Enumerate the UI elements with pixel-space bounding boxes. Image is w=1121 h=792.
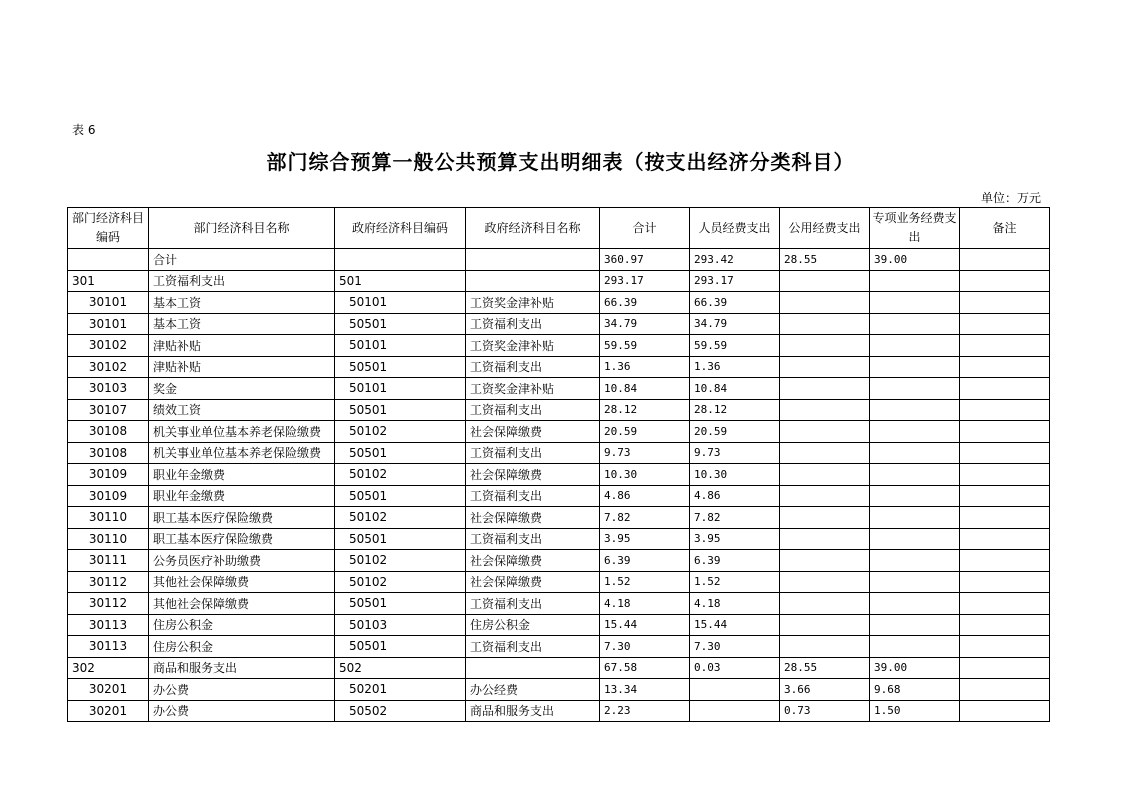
cell-remark	[960, 571, 1050, 593]
cell-dept-code: 30112	[68, 593, 149, 615]
cell-remark	[960, 700, 1050, 722]
cell-personnel: 4.18	[690, 593, 780, 615]
cell-public: 0.73	[780, 700, 870, 722]
cell-dept-name: 其他社会保障缴费	[149, 571, 335, 593]
cell-total: 1.52	[600, 571, 690, 593]
cell-total: 59.59	[600, 335, 690, 357]
cell-personnel	[690, 679, 780, 701]
cell-personnel: 0.03	[690, 657, 780, 679]
cell-gov-code: 50201	[335, 679, 466, 701]
cell-total: 10.30	[600, 464, 690, 486]
cell-gov-name: 社会保障缴费	[466, 507, 600, 529]
cell-gov-name: 工资福利支出	[466, 356, 600, 378]
cell-total: 34.79	[600, 313, 690, 335]
cell-gov-code: 50501	[335, 528, 466, 550]
cell-dept-code: 30103	[68, 378, 149, 400]
cell-total: 1.36	[600, 356, 690, 378]
cell-total: 293.17	[600, 270, 690, 292]
cell-special	[870, 313, 960, 335]
cell-public	[780, 399, 870, 421]
cell-personnel	[690, 700, 780, 722]
cell-gov-code: 50501	[335, 442, 466, 464]
group-row	[68, 270, 1050, 292]
cell-dept-name: 公务员医疗补助缴费	[149, 550, 335, 572]
cell-total: 9.73	[600, 442, 690, 464]
cell-public	[780, 442, 870, 464]
cell-special: 9.68	[870, 679, 960, 701]
table-row	[68, 464, 1050, 486]
cell-personnel: 10.30	[690, 464, 780, 486]
cell-dept-name: 基本工资	[149, 292, 335, 314]
cell-gov-name: 住房公积金	[466, 614, 600, 636]
cell-personnel: 9.73	[690, 442, 780, 464]
cell-dept-name: 基本工资	[149, 313, 335, 335]
cell-dept-code: 30108	[68, 421, 149, 443]
cell-total: 28.12	[600, 399, 690, 421]
cell-gov-name: 工资福利支出	[466, 485, 600, 507]
cell-dept-name: 其他社会保障缴费	[149, 593, 335, 615]
cell-public	[780, 313, 870, 335]
cell-dept-code: 30102	[68, 356, 149, 378]
cell-dept-code: 30102	[68, 335, 149, 357]
page-title: 部门综合预算一般公共预算支出明细表（按支出经济分类科目）	[266, 150, 855, 174]
cell-dept-name: 职业年金缴费	[149, 485, 335, 507]
header-row	[68, 208, 1050, 249]
cell-dept-code: 30101	[68, 292, 149, 314]
cell-special	[870, 485, 960, 507]
cell-total: 6.39	[600, 550, 690, 572]
cell-remark	[960, 270, 1050, 292]
header-gov-code: 政府经济科目编码	[335, 208, 466, 249]
cell-total: 360.97	[600, 249, 690, 271]
cell-dept-code: 302	[68, 657, 149, 679]
cell-special	[870, 399, 960, 421]
table-row	[68, 421, 1050, 443]
cell-remark	[960, 485, 1050, 507]
cell-gov-code: 50102	[335, 571, 466, 593]
cell-dept-name: 奖金	[149, 378, 335, 400]
cell-gov-code: 50101	[335, 378, 466, 400]
table-row	[68, 313, 1050, 335]
cell-personnel: 3.95	[690, 528, 780, 550]
table-row	[68, 679, 1050, 701]
cell-total: 13.34	[600, 679, 690, 701]
cell-dept-name: 机关事业单位基本养老保险缴费	[149, 442, 335, 464]
cell-gov-name: 工资奖金津补贴	[466, 335, 600, 357]
cell-gov-name: 工资奖金津补贴	[466, 292, 600, 314]
cell-personnel: 293.42	[690, 249, 780, 271]
cell-public: 3.66	[780, 679, 870, 701]
cell-total: 66.39	[600, 292, 690, 314]
cell-dept-code: 30201	[68, 679, 149, 701]
cell-dept-name: 办公费	[149, 700, 335, 722]
cell-gov-code	[335, 249, 466, 271]
cell-personnel: 59.59	[690, 335, 780, 357]
cell-public: 28.55	[780, 657, 870, 679]
cell-dept-name: 机关事业单位基本养老保险缴费	[149, 421, 335, 443]
cell-dept-name: 住房公积金	[149, 636, 335, 658]
cell-gov-code: 50501	[335, 593, 466, 615]
table-row	[68, 292, 1050, 314]
cell-dept-code: 30110	[68, 528, 149, 550]
table-row	[68, 399, 1050, 421]
cell-public	[780, 270, 870, 292]
cell-gov-code: 50501	[335, 356, 466, 378]
cell-special: 39.00	[870, 657, 960, 679]
cell-public: 28.55	[780, 249, 870, 271]
cell-remark	[960, 614, 1050, 636]
cell-public	[780, 528, 870, 550]
cell-gov-code: 50102	[335, 421, 466, 443]
cell-dept-name: 合计	[149, 249, 335, 271]
cell-remark	[960, 378, 1050, 400]
cell-remark	[960, 464, 1050, 486]
cell-dept-name: 工资福利支出	[149, 270, 335, 292]
cell-gov-code: 50502	[335, 700, 466, 722]
cell-personnel: 15.44	[690, 614, 780, 636]
cell-remark	[960, 292, 1050, 314]
cell-total: 3.95	[600, 528, 690, 550]
cell-personnel: 4.86	[690, 485, 780, 507]
cell-total: 15.44	[600, 614, 690, 636]
table-body	[68, 249, 1050, 722]
cell-personnel: 7.82	[690, 507, 780, 529]
header-total: 合计	[600, 208, 690, 249]
cell-total: 2.23	[600, 700, 690, 722]
cell-dept-code: 301	[68, 270, 149, 292]
cell-gov-code: 50501	[335, 636, 466, 658]
cell-remark	[960, 442, 1050, 464]
unit-label: 单位：万元	[980, 191, 1041, 205]
cell-gov-name: 工资福利支出	[466, 399, 600, 421]
cell-total: 67.58	[600, 657, 690, 679]
cell-remark	[960, 399, 1050, 421]
table-row	[68, 700, 1050, 722]
cell-special	[870, 528, 960, 550]
cell-dept-code: 30111	[68, 550, 149, 572]
table-row	[68, 485, 1050, 507]
cell-gov-code: 502	[335, 657, 466, 679]
cell-total: 7.82	[600, 507, 690, 529]
cell-remark	[960, 593, 1050, 615]
cell-dept-name: 商品和服务支出	[149, 657, 335, 679]
cell-gov-name	[466, 657, 600, 679]
cell-dept-code: 30110	[68, 507, 149, 529]
cell-remark	[960, 679, 1050, 701]
cell-special	[870, 507, 960, 529]
table-row	[68, 593, 1050, 615]
cell-special	[870, 335, 960, 357]
cell-special	[870, 550, 960, 572]
cell-dept-code: 30101	[68, 313, 149, 335]
cell-gov-name: 工资奖金津补贴	[466, 378, 600, 400]
cell-total: 4.86	[600, 485, 690, 507]
cell-dept-name: 津贴补贴	[149, 335, 335, 357]
cell-dept-name: 职业年金缴费	[149, 464, 335, 486]
cell-remark	[960, 528, 1050, 550]
cell-gov-code: 50103	[335, 614, 466, 636]
cell-public	[780, 356, 870, 378]
cell-special	[870, 378, 960, 400]
cell-dept-name: 绩效工资	[149, 399, 335, 421]
cell-gov-name: 社会保障缴费	[466, 571, 600, 593]
cell-remark	[960, 356, 1050, 378]
cell-dept-name: 职工基本医疗保险缴费	[149, 528, 335, 550]
table-row	[68, 528, 1050, 550]
header-dept-name: 部门经济科目名称	[149, 208, 335, 249]
cell-dept-name: 职工基本医疗保险缴费	[149, 507, 335, 529]
cell-public	[780, 464, 870, 486]
cell-personnel: 34.79	[690, 313, 780, 335]
cell-special	[870, 356, 960, 378]
header-dept-code: 部门经济科目编码	[68, 208, 149, 249]
cell-remark	[960, 249, 1050, 271]
cell-gov-code: 50101	[335, 335, 466, 357]
cell-gov-name: 工资福利支出	[466, 636, 600, 658]
cell-dept-code: 30113	[68, 636, 149, 658]
cell-public	[780, 550, 870, 572]
cell-dept-code: 30107	[68, 399, 149, 421]
budget-table	[67, 207, 1050, 722]
cell-gov-code: 50501	[335, 399, 466, 421]
group-row	[68, 657, 1050, 679]
header-public: 公用经费支出	[780, 208, 870, 249]
cell-public	[780, 571, 870, 593]
cell-special	[870, 270, 960, 292]
cell-gov-name: 社会保障缴费	[466, 464, 600, 486]
cell-total: 20.59	[600, 421, 690, 443]
cell-gov-name: 社会保障缴费	[466, 550, 600, 572]
cell-gov-code: 50101	[335, 292, 466, 314]
cell-total: 10.84	[600, 378, 690, 400]
cell-gov-code: 50102	[335, 464, 466, 486]
cell-personnel: 293.17	[690, 270, 780, 292]
cell-special	[870, 614, 960, 636]
table-row	[68, 571, 1050, 593]
cell-gov-name	[466, 270, 600, 292]
cell-public	[780, 636, 870, 658]
cell-dept-code: 30201	[68, 700, 149, 722]
cell-gov-code: 50102	[335, 507, 466, 529]
cell-dept-code	[68, 249, 149, 271]
cell-total: 4.18	[600, 593, 690, 615]
cell-remark	[960, 313, 1050, 335]
cell-special	[870, 292, 960, 314]
cell-remark	[960, 421, 1050, 443]
cell-public	[780, 614, 870, 636]
cell-remark	[960, 507, 1050, 529]
cell-remark	[960, 335, 1050, 357]
cell-special: 1.50	[870, 700, 960, 722]
cell-special	[870, 442, 960, 464]
cell-gov-name: 社会保障缴费	[466, 421, 600, 443]
cell-dept-code: 30109	[68, 464, 149, 486]
cell-gov-code: 50501	[335, 313, 466, 335]
cell-remark	[960, 636, 1050, 658]
cell-gov-name	[466, 249, 600, 271]
cell-gov-code: 501	[335, 270, 466, 292]
cell-personnel: 20.59	[690, 421, 780, 443]
cell-personnel: 66.39	[690, 292, 780, 314]
cell-personnel: 7.30	[690, 636, 780, 658]
cell-special	[870, 464, 960, 486]
cell-special	[870, 636, 960, 658]
table-row	[68, 550, 1050, 572]
table-row	[68, 507, 1050, 529]
cell-dept-name: 办公费	[149, 679, 335, 701]
cell-gov-code: 50501	[335, 485, 466, 507]
cell-public	[780, 378, 870, 400]
cell-special	[870, 571, 960, 593]
header-remark: 备注	[960, 208, 1050, 249]
cell-dept-code: 30108	[68, 442, 149, 464]
cell-gov-name: 办公经费	[466, 679, 600, 701]
table-row	[68, 378, 1050, 400]
cell-gov-code: 50102	[335, 550, 466, 572]
cell-gov-name: 工资福利支出	[466, 313, 600, 335]
cell-gov-name: 工资福利支出	[466, 442, 600, 464]
cell-public	[780, 485, 870, 507]
table-number: 表 6	[72, 123, 96, 137]
cell-dept-code: 30113	[68, 614, 149, 636]
table-row	[68, 636, 1050, 658]
cell-public	[780, 421, 870, 443]
cell-gov-name: 工资福利支出	[466, 593, 600, 615]
cell-special: 39.00	[870, 249, 960, 271]
table-header	[68, 208, 1050, 249]
cell-dept-name: 住房公积金	[149, 614, 335, 636]
cell-gov-name: 工资福利支出	[466, 528, 600, 550]
cell-personnel: 10.84	[690, 378, 780, 400]
cell-public	[780, 593, 870, 615]
table-row	[68, 335, 1050, 357]
cell-public	[780, 507, 870, 529]
cell-dept-code: 30112	[68, 571, 149, 593]
cell-special	[870, 593, 960, 615]
cell-total: 7.30	[600, 636, 690, 658]
cell-public	[780, 292, 870, 314]
table-row	[68, 442, 1050, 464]
total-row	[68, 249, 1050, 271]
cell-remark	[960, 550, 1050, 572]
cell-dept-code: 30109	[68, 485, 149, 507]
table-row	[68, 356, 1050, 378]
cell-personnel: 1.36	[690, 356, 780, 378]
cell-remark	[960, 657, 1050, 679]
cell-gov-name: 商品和服务支出	[466, 700, 600, 722]
cell-personnel: 28.12	[690, 399, 780, 421]
cell-public	[780, 335, 870, 357]
table-row	[68, 614, 1050, 636]
cell-special	[870, 421, 960, 443]
header-special: 专项业务经费支出	[870, 208, 960, 249]
cell-dept-name: 津贴补贴	[149, 356, 335, 378]
header-personnel: 人员经费支出	[690, 208, 780, 249]
cell-personnel: 1.52	[690, 571, 780, 593]
header-gov-name: 政府经济科目名称	[466, 208, 600, 249]
cell-personnel: 6.39	[690, 550, 780, 572]
